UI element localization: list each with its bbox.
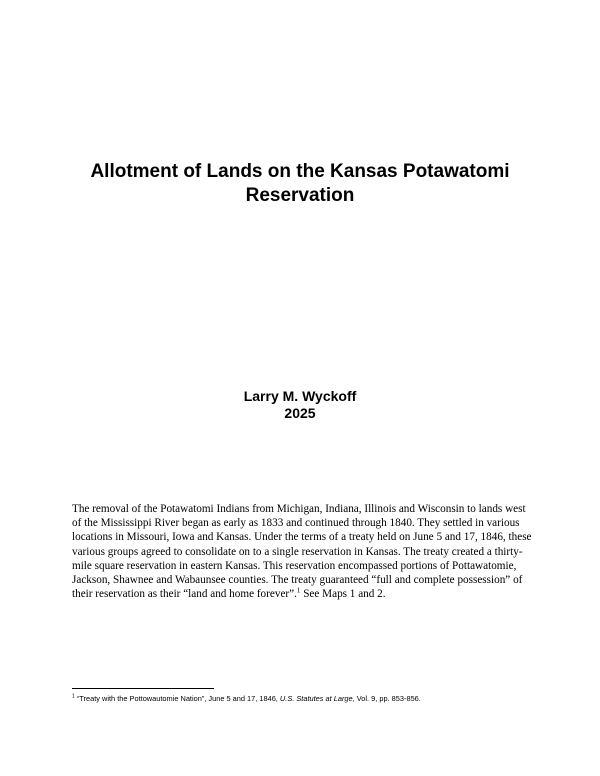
footnote-source-title: U.S. Statutes at Large <box>279 694 353 703</box>
publication-year: 2025 <box>284 405 316 421</box>
footnote-number: 1 <box>72 693 75 700</box>
paragraph-tail-text: See Maps 1 and 2. <box>300 588 386 601</box>
footnote-text-before: “Treaty with the Pottowautomie Nation”, June 5 and 17, 1846, <box>74 694 280 703</box>
footnote-reference[interactable]: 1 <box>296 586 301 595</box>
title-line-2: Reservation <box>245 185 355 206</box>
author-block <box>100 388 500 422</box>
body-paragraph <box>72 502 534 601</box>
footnote-separator <box>72 688 214 689</box>
footnote-text-after: , Vol. 9, pp. 853-856. <box>352 694 421 703</box>
document-title <box>60 160 540 208</box>
paragraph-main-text: The removal of the Potawatomi Indians from Michigan, Indiana, Illinois and Wisconsin to lands west of the Mississippi River began as early as 1833 and continued through 1840. They settled in various locations in Missouri, Iowa and Kansas. Under the terms of a treaty held on June 5 and 17, 1846, these various groups agreed to consolidate on to a single reservation in Kansas. The treaty created a thirty-mile square reservation in eastern Kansas. This reservation encompassed portions of Pottawatomie, Jackson, Shawnee and Wabaunsee counties. The treaty guaranteed “full and complete possession” of their reservation as their “land and home forever”. <box>72 503 532 601</box>
author-name: Larry M. Wyckoff <box>243 388 357 404</box>
footnote <box>72 694 542 704</box>
title-line-1: Allotment of Lands on the Kansas Potawatomi <box>90 161 510 182</box>
